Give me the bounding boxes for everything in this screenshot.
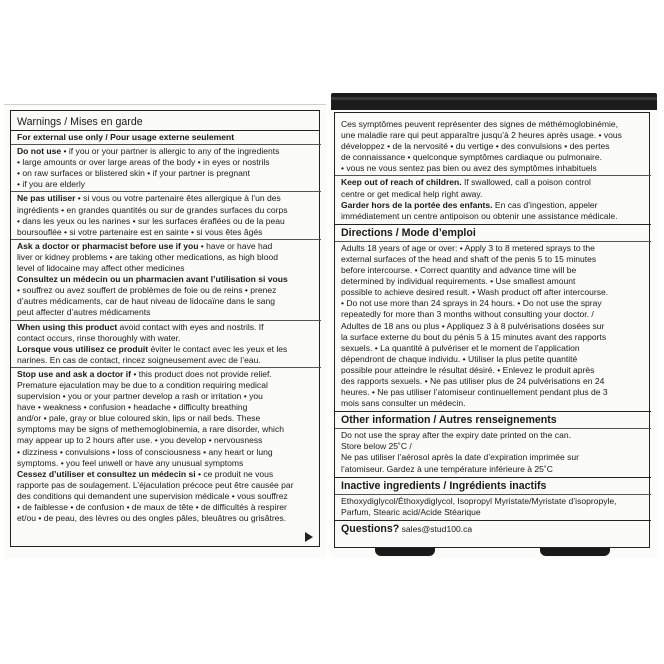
stop-use-line: • dizziness • convulsions • loss of consciousness • any heart or lung bbox=[17, 446, 273, 457]
stop-use-head: Stop use and ask a doctor if bbox=[17, 368, 131, 379]
do-not-use-line: • on raw surfaces or blistered skin • if your partner is pregnant bbox=[17, 168, 251, 179]
when-using-line-1: When using this product avoid contact with eyes and nostrils. If bbox=[17, 321, 264, 332]
garder-line-1: Garder hors de la portée des enfants. En cas d’ingestion, appeler bbox=[341, 199, 598, 210]
directions-line: dépendront de chaque individu. • Utiliser la plus petite quantité bbox=[341, 353, 578, 364]
symptoms-line: développez • de la nervosité • du vertige • des convulsions • des pertes bbox=[341, 141, 610, 152]
support-email[interactable]: sales@stud100.ca bbox=[399, 523, 473, 534]
stop-use-line: have • weakness • confusion • headache • difficulty breathing bbox=[17, 402, 248, 413]
directions-line: Adultes de 18 ans ou plus • Appliquez 3 à 8 pulvérisations dosées sur bbox=[341, 320, 605, 331]
when-using-head: When using this product bbox=[17, 321, 118, 332]
ne-pas-line: ingrédients • en grandes quantités ou sur de grandes surfaces du corps bbox=[17, 204, 288, 215]
ask-doctor-line: liver or kidney problems • are taking other medications, as high blood bbox=[17, 251, 278, 262]
keep-out-head: Keep out of reach of children. bbox=[341, 177, 462, 188]
stop-use-line: may appear up to 2 hours after use. • you develop • nervousness bbox=[17, 435, 263, 446]
divider bbox=[11, 130, 319, 131]
directions-line: Adults 18 years of age or over: • Apply 3 to 8 metered sprays to the bbox=[341, 242, 595, 253]
consultez-line: • souffrez ou avez souffert de problèmes de foie ou de reins • prenez bbox=[17, 285, 277, 296]
stop-use-line: Premature ejaculation may be due to a condition requiring medical bbox=[17, 379, 268, 390]
when-using-line: contact occurs, rinse thoroughly with water. bbox=[17, 332, 181, 343]
directions-line: possible to achieve desired result. • Wash product off after intercourse. bbox=[341, 287, 609, 298]
ask-doctor-head: Ask a doctor or pharmacist before use if you bbox=[17, 240, 199, 251]
stop-use-line: and/or • pale, gray or blue coloured skin, lips or nail beds. These bbox=[17, 413, 261, 424]
symptoms-line: une maladie rare qui peut apparaître jusqu’à 2 heures après usage. • vous bbox=[341, 130, 622, 141]
symptoms-line: Ces symptômes peuvent représenter des signes de méthémoglobinémie, bbox=[341, 119, 618, 129]
cessez-line: • de faiblesse • de confusion • de maux de tête • de difficultés à respirer bbox=[17, 502, 287, 512]
ne-pas-line-1: Ne pas utiliser • si vous ou votre partenaire êtes allergique à l’un des bbox=[17, 193, 281, 204]
consultez-line: peut affecter d’autres médicaments bbox=[17, 307, 151, 318]
questions-line bbox=[341, 523, 645, 536]
do-not-use-line: • large amounts or over large areas of the body • in eyes or nostrils bbox=[17, 157, 270, 168]
directions-line: mois sans consulter un médecin. bbox=[341, 398, 466, 409]
directions-line: repeatedly for more than 3 months without consulting your doctor. / bbox=[341, 309, 594, 320]
inactive-line: Parfum, Stearic acid/Acide Stéarique bbox=[341, 506, 481, 517]
keep-out-line: centre or get medical help right away. bbox=[341, 188, 483, 199]
other-info-line: l’atomiseur. Gardez à une température inférieure à 25˚C bbox=[341, 463, 553, 474]
keep-out-line-1: Keep out of reach of children. If swallowed, call a poison control bbox=[341, 177, 591, 188]
cessez-line-1: Cessez d’utiliser et consultez un médecin si • ce produit ne vous bbox=[17, 468, 274, 479]
do-not-use-line: • if you are elderly bbox=[17, 179, 86, 190]
ask-doctor-line-1: Ask a doctor or pharmacist before use if you • have or have had bbox=[17, 240, 273, 251]
lorsque-line: narines. En cas de contact, rincez soigneusement avec de l’eau. bbox=[17, 354, 261, 365]
other-info-line: Store below 25˚C / bbox=[341, 441, 412, 452]
symptoms-line: • vous ne vous sentez pas bien ou avez des symptômes inhabituels bbox=[341, 163, 597, 174]
directions-box bbox=[334, 112, 650, 548]
ne-pas-line: boursouflée • si votre partenaire est en sainte • si vous êtes âgés bbox=[17, 226, 263, 237]
directions-line: determined by individual requirements. • Use smallest amount bbox=[341, 276, 576, 287]
garder-head: Garder hors de la portée des enfants. bbox=[341, 199, 493, 210]
lorsque-line-1: Lorsque vous utilisez ce produit éviter le contact avec les yeux et les bbox=[17, 343, 288, 354]
stop-use-line: symptoms. • you feel unwell or have any unusual symptoms bbox=[17, 457, 244, 468]
external-use-line: For external use only / Pour usage externe seulement bbox=[17, 132, 235, 142]
warnings-box bbox=[10, 110, 320, 547]
divider bbox=[11, 320, 321, 321]
stop-use-line: symptoms may be signs of methemoglobinemia, a rare disorder, which bbox=[17, 424, 284, 435]
divider bbox=[11, 191, 321, 192]
divider bbox=[335, 241, 651, 242]
consultez-line: d’autres médicaments, car de haut niveau de lidocaïne dans le sang bbox=[17, 296, 275, 307]
divider bbox=[335, 224, 651, 225]
ask-doctor-line: level of lidocaine may affect other medicines bbox=[17, 263, 185, 274]
divider bbox=[335, 477, 651, 478]
directions-line: heures. • Ne pas utiliser l’atomiseur continuellement pendant plus de 3 bbox=[341, 387, 608, 398]
cessez-head: Cessez d’utiliser et consultez un médecin si bbox=[17, 468, 196, 479]
divider bbox=[11, 367, 321, 368]
inactive-line: Ethoxydiglycol/Éthoxydiglycol, Isopropyl Myristate/Myristate d’isopropyle, bbox=[341, 495, 617, 506]
other-info-heading: Other information / Autres renseignements bbox=[341, 414, 557, 427]
divider bbox=[335, 428, 651, 429]
directions-line: • Do not use more than 24 sprays in 24 hours. • Do not use the spray bbox=[341, 298, 602, 309]
garder-line: immédiatement un centre antipoison ou obtenir une assistance médicale. bbox=[341, 210, 618, 221]
directions-heading: Directions / Mode d’emploi bbox=[341, 226, 476, 239]
questions-label: Questions? bbox=[341, 522, 400, 535]
consultez-head: Consultez un médecin ou un pharmacien avant l’utilisation si vous bbox=[17, 274, 288, 285]
divider bbox=[11, 144, 321, 145]
inactive-heading: Inactive ingredients / Ingrédients inactifs bbox=[341, 479, 547, 492]
stop-use-line: supervision • you or your partner develop a rash or irritation • you bbox=[17, 391, 263, 402]
cessez-line: et/ou • de peau, des lèvres ou des ongles pâles, bleuâtres ou grisâtres. bbox=[17, 513, 287, 524]
lorsque-head: Lorsque vous utilisez ce produit bbox=[17, 343, 149, 354]
other-info-line: Do not use the spray after the expiry date printed on the can. bbox=[341, 430, 571, 441]
cessez-line: rapporte pas de soulagement. L’éjaculation précoce peut être causée par bbox=[17, 479, 294, 490]
do-not-use-line-1: Do not use • if you or your partner is allergic to any of the ingredients bbox=[17, 146, 280, 157]
directions-line: before intercourse. • Correct quantity and advance time will be bbox=[341, 265, 577, 276]
cessez-line: des conditions qui demandent une supervision médicale • vous souffrez bbox=[17, 490, 288, 501]
box-lid-edge bbox=[331, 97, 657, 100]
continue-arrow-icon bbox=[305, 532, 313, 542]
stop-use-line-1: Stop use and ask a doctor if • this product does not provide relief. bbox=[17, 368, 272, 379]
other-info-line: Ne pas utiliser l’aérosol après la date d’expiration imprimée sur bbox=[341, 452, 579, 463]
ne-pas-head: Ne pas utiliser bbox=[17, 193, 76, 204]
directions-line: la surface externe du bout du pénis 5 à 15 minutes avant des rapports bbox=[341, 331, 607, 342]
symptoms-line: de connaissance • quelconque symptômes cardiaque ou pulmonaire. bbox=[341, 152, 602, 163]
box-tab bbox=[540, 548, 610, 556]
divider bbox=[335, 175, 651, 176]
divider bbox=[335, 494, 651, 495]
warnings-heading: Warnings / Mises en garde bbox=[17, 116, 143, 128]
ne-pas-line: • dans les yeux ou les narines • sur les surfaces éraflées ou de la peau bbox=[17, 215, 285, 226]
directions-line: des rapports sexuels. • Ne pas utiliser plus de 24 pulvérisations en 24 bbox=[341, 375, 605, 386]
directions-line: external surfaces of the head and shaft of the penis 5 to 15 minutes bbox=[341, 253, 597, 264]
divider bbox=[335, 411, 651, 412]
divider bbox=[335, 520, 651, 521]
directions-line: possible pour atteindre le résultat désiré. • Enlevez le produit après bbox=[341, 364, 595, 375]
do-not-use-head: Do not use bbox=[17, 146, 62, 157]
box-tab bbox=[375, 548, 435, 556]
directions-line: sexuels. • La quantité à pulvériser et le moment de l’application bbox=[341, 342, 580, 353]
divider bbox=[11, 239, 321, 240]
